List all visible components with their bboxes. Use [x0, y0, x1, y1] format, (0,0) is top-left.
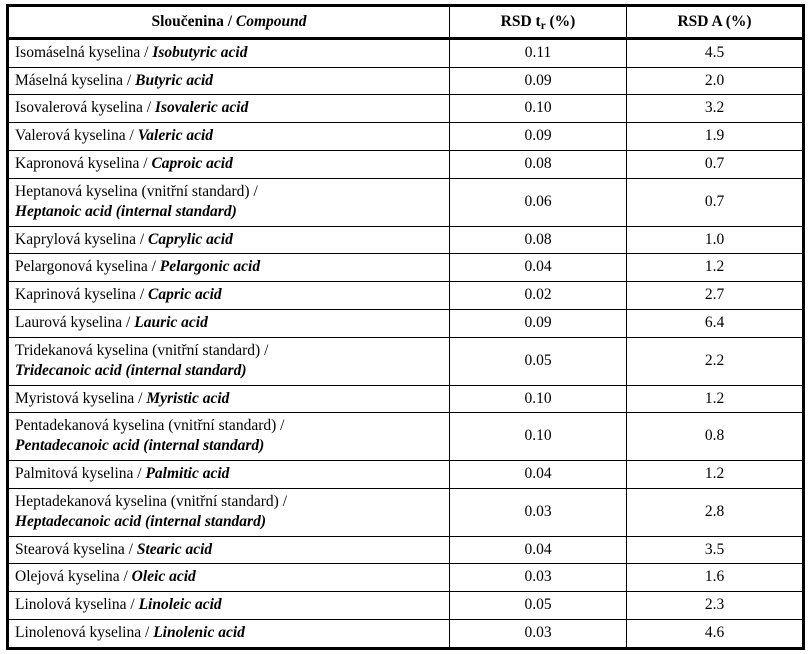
compound-name-cz: Myristová kyselina: [15, 389, 135, 407]
compound-name-cz: Kaprinová kyselina: [15, 286, 136, 304]
table-row: [8, 178, 804, 226]
cell-rsd-a: 0.7: [627, 151, 804, 179]
cell-rsd-a: 1.9: [627, 123, 804, 151]
compound-name-cz: Kapronová kyselina: [15, 155, 140, 173]
table-row: [8, 282, 804, 310]
cell-rsd-a: 1.2: [627, 254, 804, 282]
table-row: [8, 385, 804, 413]
compound-separator: /: [125, 127, 138, 145]
cell-compound: [8, 620, 450, 649]
cell-rsd-a: 2.8: [627, 488, 804, 536]
table-row: [8, 254, 804, 282]
cell-rsd-a: 3.5: [627, 536, 804, 564]
cell-rsd-tr: 0.03: [450, 564, 627, 592]
table-row: [8, 310, 804, 338]
cell-rsd-tr: 0.08: [450, 226, 627, 254]
cell-rsd-tr: 0.05: [450, 337, 627, 385]
table-row: [8, 337, 804, 385]
cell-rsd-a: 2.3: [627, 592, 804, 620]
compound-name-en: Tridecanoic acid (internal standard): [15, 361, 247, 379]
compound-name-cz: Laurová kyselina: [15, 314, 123, 332]
cell-rsd-a: 0.7: [627, 178, 804, 226]
cell-rsd-tr: 0.10: [450, 413, 627, 461]
column-header-compound-en: Compound: [235, 13, 307, 30]
compound-name-en: Butyric acid: [135, 71, 214, 89]
cell-compound: [8, 282, 450, 310]
cell-rsd-a: 1.2: [627, 385, 804, 413]
cell-rsd-a: 2.7: [627, 282, 804, 310]
compound-name-en: Capric acid: [148, 286, 222, 304]
compound-name-cz: Olejová kyselina: [15, 568, 120, 586]
cell-rsd-tr: 0.04: [450, 254, 627, 282]
compound-separator: /: [249, 182, 258, 200]
compound-name-cz: Pentadekanová kyselina (vnitřní standard): [15, 417, 277, 435]
compound-name-en: Caprylic acid: [148, 230, 233, 248]
cell-compound: [8, 592, 450, 620]
compound-name-cz: Isovalerová kyselina: [15, 99, 143, 117]
cell-compound: [8, 67, 450, 95]
cell-rsd-a: 1.2: [627, 461, 804, 489]
table-row: [8, 461, 804, 489]
table-row: [8, 67, 804, 95]
cell-compound: [8, 488, 450, 536]
table-row: [8, 95, 804, 123]
column-header-compound: [8, 6, 450, 39]
cell-rsd-tr: 0.08: [450, 151, 627, 179]
cell-rsd-tr: 0.09: [450, 123, 627, 151]
compound-separator: /: [142, 99, 155, 117]
cell-rsd-tr: 0.10: [450, 95, 627, 123]
cell-rsd-tr: 0.09: [450, 310, 627, 338]
table-row: [8, 38, 804, 67]
compound-separator: /: [134, 389, 147, 407]
compound-separator: /: [278, 492, 288, 510]
cell-rsd-tr: 0.11: [450, 38, 627, 67]
table-body: [8, 38, 804, 648]
cell-compound: [8, 564, 450, 592]
cell-rsd-a: 2.0: [627, 67, 804, 95]
cell-compound: [8, 254, 450, 282]
table-row: [8, 592, 804, 620]
cell-compound: [8, 95, 450, 123]
cell-rsd-a: 2.2: [627, 337, 804, 385]
compound-separator: /: [140, 43, 153, 61]
table-row: [8, 226, 804, 254]
cell-rsd-tr: 0.09: [450, 67, 627, 95]
compound-name-cz: Isomáselná kyselina: [15, 43, 141, 61]
compound-name-en: Linolenic acid: [153, 624, 245, 642]
compound-name-cz: Stearová kyselina: [15, 540, 125, 558]
compound-name-en: Myristic acid: [146, 389, 230, 407]
cell-compound: [8, 385, 450, 413]
cell-compound: [8, 536, 450, 564]
compound-name-en: Lauric acid: [134, 314, 208, 332]
cell-compound: [8, 310, 450, 338]
cell-rsd-tr: 0.05: [450, 592, 627, 620]
compound-separator: /: [122, 314, 135, 332]
cell-rsd-tr: 0.03: [450, 488, 627, 536]
compound-name-en: Linoleic acid: [138, 596, 222, 614]
table-row: [8, 488, 804, 536]
compound-name-en: Heptadecanoic acid (internal standard): [15, 512, 267, 530]
compound-name-en: Pelargonic acid: [159, 258, 261, 276]
column-header-rsd-tr-suffix: (%): [545, 13, 576, 30]
compound-separator: /: [141, 624, 154, 642]
cell-compound: [8, 337, 450, 385]
compound-name-cz: Linolenová kyselina: [15, 624, 142, 642]
compound-name-cz: Valerová kyselina: [15, 127, 126, 145]
table-row: [8, 151, 804, 179]
compound-name-en: Isobutyric acid: [152, 43, 248, 61]
cell-rsd-a: 3.2: [627, 95, 804, 123]
rsd-results-table: [6, 4, 805, 650]
cell-compound: [8, 123, 450, 151]
compound-name-en: Caproic acid: [151, 155, 233, 173]
compound-name-cz: Heptadekanová kyselina (vnitřní standard): [15, 492, 279, 510]
compound-name-cz: Tridekanová kyselina (vnitřní standard): [15, 341, 261, 359]
table-row: [8, 620, 804, 649]
cell-rsd-a: 1.6: [627, 564, 804, 592]
compound-name-cz: Palmitová kyselina: [15, 465, 134, 483]
cell-compound: [8, 226, 450, 254]
cell-rsd-tr: 0.03: [450, 620, 627, 649]
compound-name-en: Stearic acid: [136, 540, 213, 558]
cell-rsd-tr: 0.06: [450, 178, 627, 226]
cell-rsd-a: 0.8: [627, 413, 804, 461]
column-header-rsd-a: RSD A (%): [627, 6, 804, 39]
compound-name-cz: Linolová kyselina: [15, 596, 127, 614]
compound-separator: /: [126, 596, 139, 614]
cell-rsd-a: 6.4: [627, 310, 804, 338]
compound-name-en: Pentadecanoic acid (internal standard): [15, 437, 265, 455]
column-header-rsd-tr-subscript: r: [540, 20, 546, 33]
compound-separator: /: [139, 155, 152, 173]
compound-separator: /: [133, 465, 146, 483]
cell-rsd-a: 4.6: [627, 620, 804, 649]
cell-rsd-tr: 0.10: [450, 385, 627, 413]
column-header-rsd-tr: [450, 6, 627, 39]
compound-name-cz: Heptanová kyselina (vnitřní standard): [15, 182, 250, 200]
cell-rsd-a: 4.5: [627, 38, 804, 67]
compound-name-en: Palmitic acid: [145, 465, 230, 483]
table-row: [8, 123, 804, 151]
compound-name-cz: Máselná kyselina: [15, 71, 124, 89]
compound-separator: /: [260, 341, 269, 359]
cell-compound: [8, 461, 450, 489]
compound-separator: /: [276, 417, 285, 435]
table-row: [8, 536, 804, 564]
column-header-compound-cz: Sloučenina: [151, 13, 224, 30]
compound-separator: /: [135, 286, 149, 304]
compound-separator: /: [147, 258, 160, 276]
table-row: [8, 564, 804, 592]
cell-rsd-a: 1.0: [627, 226, 804, 254]
compound-separator: /: [123, 71, 136, 89]
cell-compound: [8, 413, 450, 461]
compound-name-en: Isovaleric acid: [154, 99, 249, 117]
table-row: [8, 413, 804, 461]
compound-separator: /: [119, 568, 132, 586]
cell-rsd-tr: 0.04: [450, 461, 627, 489]
column-header-rsd-tr-prefix: RSD t: [500, 13, 541, 30]
compound-separator: /: [124, 540, 137, 558]
table-header-row: [8, 6, 804, 39]
cell-compound: [8, 38, 450, 67]
table-header: [8, 6, 804, 39]
compound-separator: /: [135, 230, 149, 248]
compound-name-cz: Pelargonová kyselina: [15, 258, 148, 276]
cell-rsd-tr: 0.04: [450, 536, 627, 564]
compound-name-en: Valeric acid: [137, 127, 214, 145]
cell-compound: [8, 178, 450, 226]
column-header-compound-separator: /: [223, 13, 236, 30]
compound-name-cz: Kaprylová kyselina: [15, 230, 136, 248]
cell-rsd-tr: 0.02: [450, 282, 627, 310]
compound-name-en: Oleic acid: [131, 568, 196, 586]
cell-compound: [8, 151, 450, 179]
compound-name-en: Heptanoic acid (internal standard): [15, 202, 237, 220]
